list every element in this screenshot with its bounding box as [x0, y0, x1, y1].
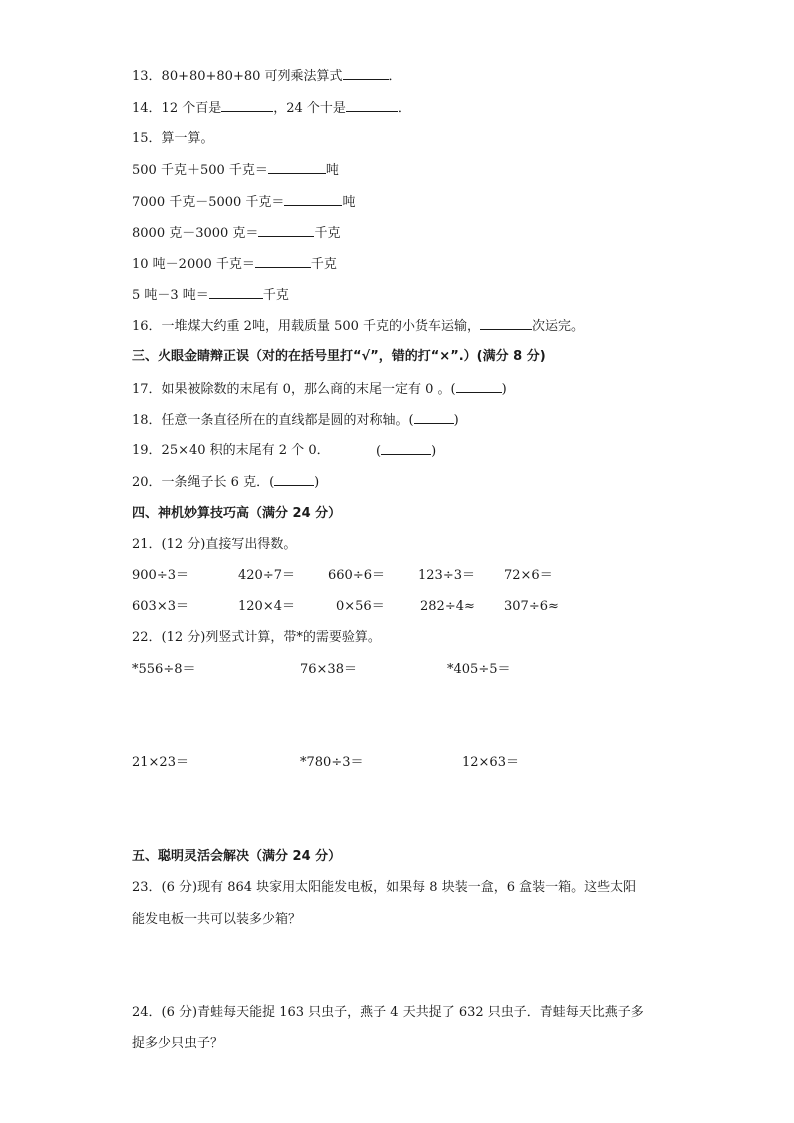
calc-item: 420÷7＝	[238, 568, 295, 583]
calc-item: 123÷3＝	[418, 568, 475, 583]
question-23-line-2: 能发电板一共可以装多少箱？	[132, 912, 302, 927]
calc-item: 21×23＝	[132, 755, 189, 770]
question-15-line-2: 7000 千克－5000 千克＝ 吨	[132, 195, 356, 210]
question-23-line-1: 23．(6 分)现有 864 块家用太阳能发电板，如果每 8 块装一盒，6 盒装一箱。这些太阳	[132, 880, 637, 895]
answer-blank[interactable]	[209, 286, 263, 299]
calc-item: 900÷3＝	[132, 568, 189, 583]
answer-blank[interactable]	[343, 67, 389, 80]
answer-blank[interactable]	[258, 224, 314, 237]
question-13-text: 13．80+80+80+80 可列乘法算式	[132, 69, 343, 84]
calc-item: 120×4＝	[238, 599, 295, 614]
question-20: 20．一条绳子长 6 克．( )	[132, 475, 320, 490]
question-24-line-2: 捉多少只虫子？	[132, 1036, 224, 1051]
question-15-line-1: 500 千克＋500 千克＝ 吨	[132, 163, 339, 178]
answer-blank[interactable]	[381, 442, 431, 455]
calc-item: 603×3＝	[132, 599, 189, 614]
answer-blank[interactable]	[274, 473, 314, 486]
calc-item: 307÷6≈	[504, 599, 559, 614]
question-14: 14．12 个百是 ，24 个十是 ．	[132, 101, 411, 116]
question-15-line-3: 8000 克－3000 克＝ 千克	[132, 226, 341, 241]
question-19: 19．25×40 积的末尾有 2 个 0．	[132, 443, 330, 458]
calc-item: 12×63＝	[462, 755, 519, 770]
answer-blank[interactable]	[346, 99, 398, 112]
answer-blank[interactable]	[284, 193, 342, 206]
answer-blank[interactable]	[480, 317, 532, 330]
calc-item: *556÷8＝	[132, 662, 196, 677]
section-5-title: 五、聪明灵活会解决（满分 24 分）	[132, 849, 342, 864]
answer-blank[interactable]	[268, 161, 326, 174]
question-15-title: 15．算一算。	[132, 131, 214, 146]
calc-item: 72×6＝	[504, 568, 553, 583]
question-18: 18．任意一条直径所在的直线都是圆的对称轴。( )	[132, 413, 459, 428]
answer-blank[interactable]	[221, 99, 273, 112]
calc-item: 660÷6＝	[328, 568, 385, 583]
question-15-line-5: 5 吨－3 吨＝ 千克	[132, 288, 289, 303]
calc-item: 76×38＝	[300, 662, 357, 677]
question-17: 17．如果被除数的末尾有 0，那么商的末尾一定有 0 。( )	[132, 382, 507, 397]
answer-blank[interactable]	[456, 380, 502, 393]
question-16: 16．一堆煤大约重 2吨，用载质量 500 千克的小货车运输， 次运完。	[132, 319, 585, 334]
section-3-title: 三、火眼金睛辩正误（对的在括号里打“√”，错的打“×”.）(满分 8 分)	[132, 349, 546, 364]
answer-blank[interactable]	[255, 255, 311, 268]
calc-item: *780÷3＝	[300, 755, 364, 770]
question-15-line-4: 10 吨－2000 千克＝ 千克	[132, 257, 337, 272]
answer-blank[interactable]	[414, 411, 454, 424]
question-21-title: 21．(12 分)直接写出得数。	[132, 537, 297, 552]
calc-item: *405÷5＝	[447, 662, 511, 677]
question-22-title: 22．(12 分)列竖式计算，带*的需要验算。	[132, 630, 381, 645]
question-24-line-1: 24．(6 分)青蛙每天能捉 163 只虫子，燕子 4 天共捉了 632 只虫子．青蛙每天比燕子多	[132, 1005, 644, 1020]
section-4-title: 四、神机妙算技巧高（满分 24 分）	[132, 506, 342, 521]
question-19-answer: ( )	[376, 444, 437, 459]
calc-item: 282÷4≈	[420, 599, 475, 614]
question-13: 13．80+80+80+80 可列乘法算式 ．	[132, 69, 402, 84]
calc-item: 0×56＝	[336, 599, 385, 614]
